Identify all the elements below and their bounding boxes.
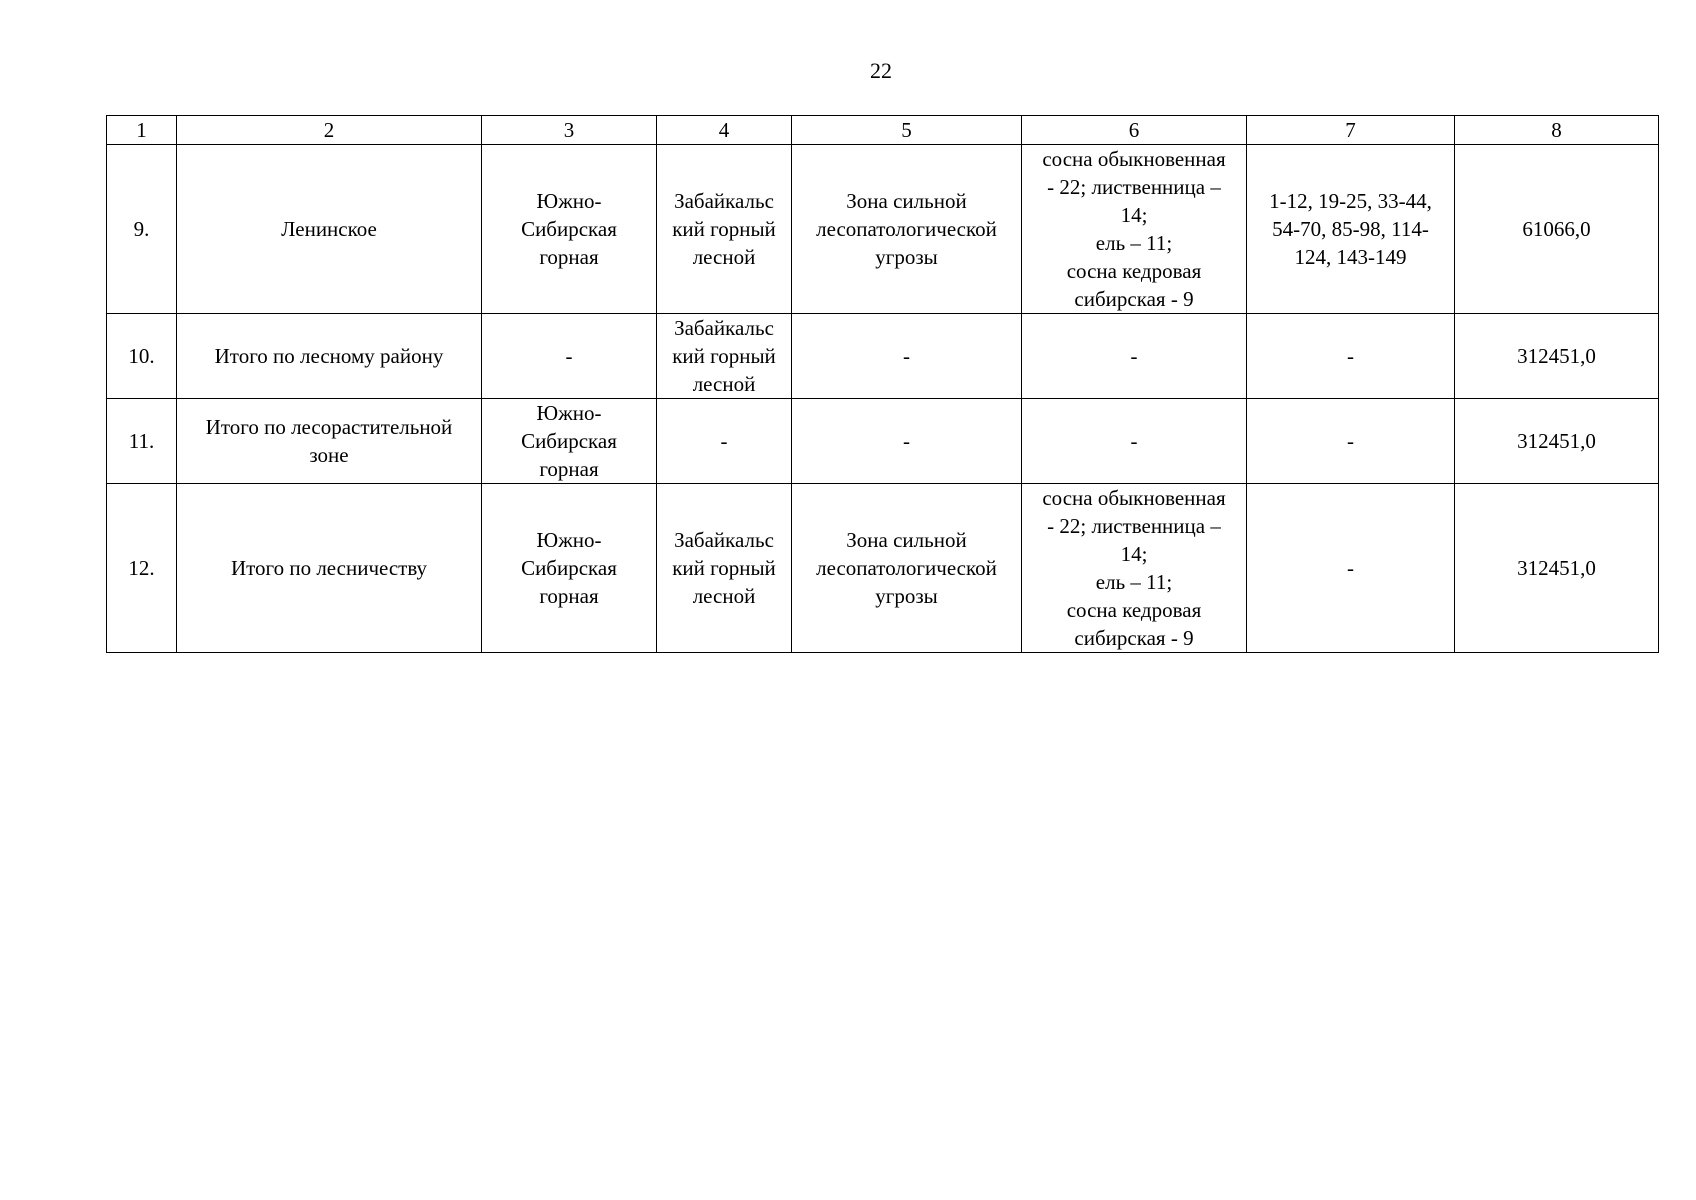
table-row (107, 484, 1659, 653)
row-threat: Зона сильной лесопатологической угрозы (792, 145, 1022, 314)
row-species: - (1022, 314, 1247, 399)
row-threat: Зона сильной лесопатологической угрозы (792, 484, 1022, 653)
row-district: Забайкальс кий горный лесной (657, 484, 792, 653)
table-row (107, 145, 1659, 314)
row-zone: Южно- Сибирская горная (482, 399, 657, 484)
row-name: Итого по лесничеству (177, 484, 482, 653)
row-number: 9. (107, 145, 177, 314)
header-cell: 6 (1022, 116, 1247, 145)
row-name: Итого по лесному району (177, 314, 482, 399)
row-district: Забайкальс кий горный лесной (657, 314, 792, 399)
row-district: - (657, 399, 792, 484)
row-threat: - (792, 399, 1022, 484)
row-quarters: - (1247, 399, 1455, 484)
header-cell: 4 (657, 116, 792, 145)
row-area: 312451,0 (1455, 399, 1659, 484)
row-zone: Южно- Сибирская горная (482, 145, 657, 314)
row-name: Итого по лесорастительной зоне (177, 399, 482, 484)
row-quarters: - (1247, 484, 1455, 653)
row-name: Ленинское (177, 145, 482, 314)
header-cell: 5 (792, 116, 1022, 145)
header-cell: 7 (1247, 116, 1455, 145)
row-area: 312451,0 (1455, 484, 1659, 653)
row-area: 312451,0 (1455, 314, 1659, 399)
row-species: сосна обыкновенная - 22; лиственница – 14; ель – 11; сосна кедровая сибирская - 9 (1022, 145, 1247, 314)
table-row (107, 314, 1659, 399)
page-number: 22 (870, 58, 892, 83)
row-zone: Южно- Сибирская горная (482, 484, 657, 653)
row-quarters: 1-12, 19-25, 33-44, 54-70, 85-98, 114- 124, 143-149 (1247, 145, 1455, 314)
forestry-table (106, 115, 1659, 653)
row-number: 11. (107, 399, 177, 484)
header-cell: 2 (177, 116, 482, 145)
header-row (107, 116, 1659, 145)
header-cell: 8 (1455, 116, 1659, 145)
row-threat: - (792, 314, 1022, 399)
row-species: - (1022, 399, 1247, 484)
header-cell: 1 (107, 116, 177, 145)
table-row (107, 399, 1659, 484)
row-number: 12. (107, 484, 177, 653)
row-area: 61066,0 (1455, 145, 1659, 314)
row-district: Забайкальс кий горный лесной (657, 145, 792, 314)
row-species: сосна обыкновенная - 22; лиственница – 14; ель – 11; сосна кедровая сибирская - 9 (1022, 484, 1247, 653)
row-zone: - (482, 314, 657, 399)
row-quarters: - (1247, 314, 1455, 399)
row-number: 10. (107, 314, 177, 399)
header-cell: 3 (482, 116, 657, 145)
